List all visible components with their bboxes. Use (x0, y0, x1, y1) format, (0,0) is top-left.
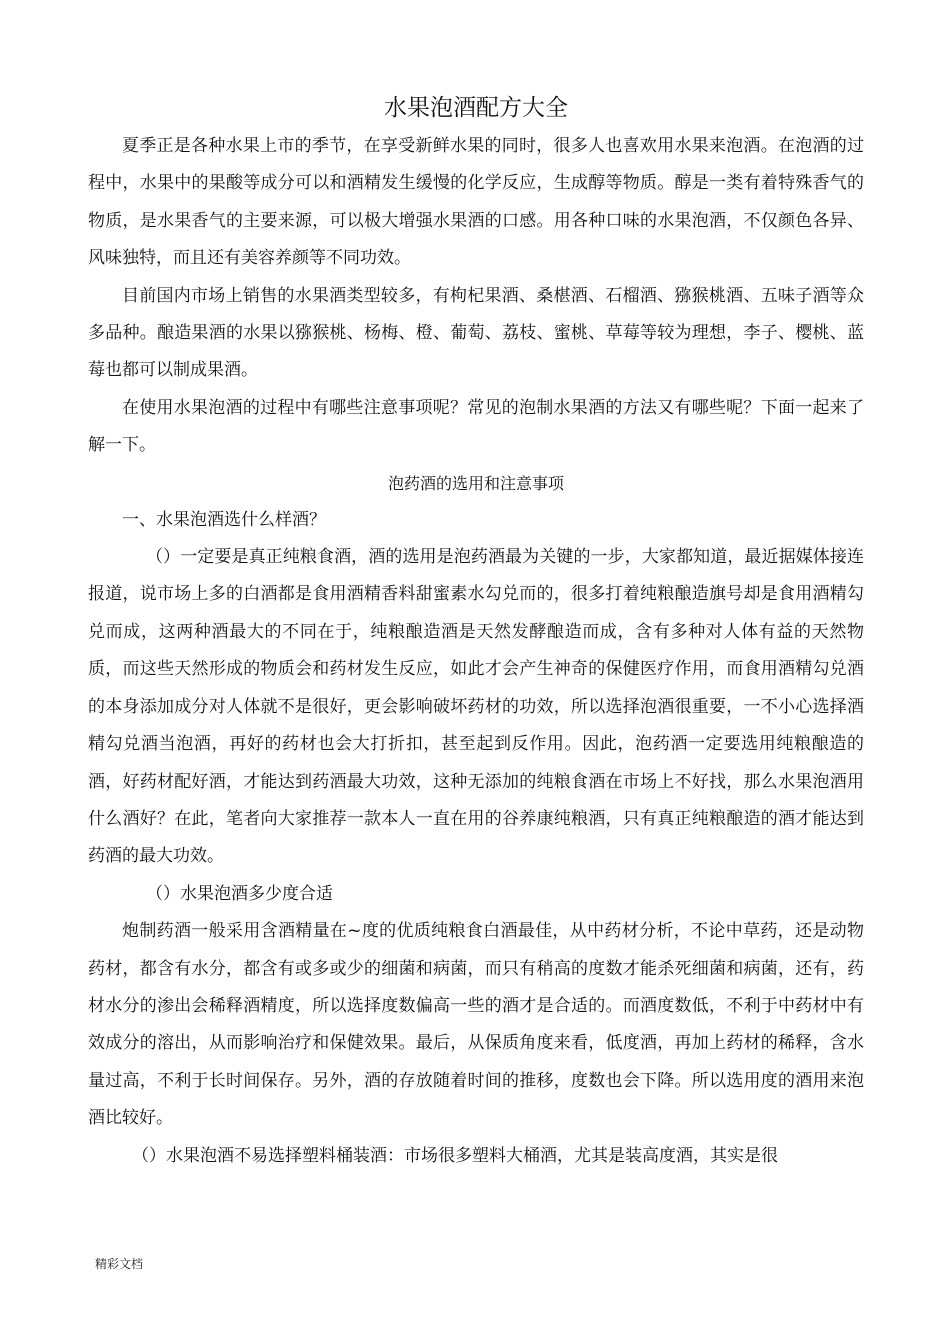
item-2-heading: （）水果泡酒多少度合适 (146, 883, 333, 904)
intro-paragraph-1: 夏季正是各种水果上市的季节，在享受新鲜水果的同时，很多人也喜欢用水果来泡酒。在泡酒的过程中，水果中的果酸等成分可以和酒精发生缓慢的化学反应，生成醇等物质。醇是一类有着特殊香气的物质，是水果香气的主要来源，可以极大增强水果酒的口感。用各种口味的水果泡酒，不仅颜色各异、风味独特，而且还有美容养颜等不同功效。 (88, 136, 864, 269)
footer-label: 精彩文档 (95, 1257, 144, 1271)
item-3-paragraph: （）水果泡酒不易选择塑料桶装酒：市场很多塑料大桶酒，尤其是装高度酒，其实是很 (132, 1145, 778, 1166)
intro-paragraph-2: 目前国内市场上销售的水果酒类型较多，有枸杞果酒、桑椹酒、石榴酒、猕猴桃酒、五味子酒等众多品种。酿造果酒的水果以猕猴桃、杨梅、橙、葡萄、荔枝、蜜桃、草莓等较为理想，李子、樱桃、蓝莓也都可以制成果酒。 (88, 285, 864, 381)
question-1-heading: 一、水果泡酒选什么样酒？ (122, 509, 326, 530)
document-body (88, 90, 864, 1175)
item-2-paragraph: 炮制药酒一般采用含酒精量在~度的优质纯粮食白酒最佳，从中药材分析，不论中草药，还是动物药材，都含有水分，都含有或多或少的细菌和病菌，而只有稍高的度数才能杀死细菌和病菌，还有，药材水分的渗出会稀释酒精度，所以选择度数偏高一些的酒才是合适的。而酒度数低，不利于中药材中有效成分的溶出，从而影响治疗和保健效果。最后，从保质角度来看，低度酒，再加上药材的稀释，含水量过高，不利于长时间保存。另外，酒的存放随着时间的推移，度数也会下降。所以选用度的酒用来泡酒比较好。 (88, 921, 864, 1129)
document-title: 水果泡酒配方大全 (384, 95, 568, 121)
item-1-paragraph: （）一定要是真正纯粮食酒，酒的选用是泡药酒最为关键的一步，大家都知道，最近据媒体接连报道，说市场上多的白酒都是食用酒精香料甜蜜素水勾兑而的，很多打着纯粮酿造旗号却是食用酒精勾兑而成，这两种酒最大的不同在于，纯粮酿造酒是天然发酵酿造而成，含有多种对人体有益的天然物质，而这些天然形成的物质会和药材发生反应，如此才会产生神奇的保健医疗作用，而食用酒精勾兑酒的本身添加成分对人体就不是很好，更会影响破坏药材的功效，所以选择泡酒很重要，一不小心选择酒精勾兑酒当泡酒，再好的药材也会大打折扣，甚至起到反作用。因此，泡药酒一定要选用纯粮酿造的酒，好药材配好酒，才能达到药酒最大功效，这种无添加的纯粮食酒在市场上不好找，那么水果泡酒用什么酒好？在此，笔者向大家推荐一款本人一直在用的谷养康纯粮酒，只有真正纯粮酿造的酒才能达到药酒的最大功效。 (88, 547, 864, 867)
intro-paragraph-3: 在使用水果泡酒的过程中有哪些注意事项呢？常见的泡制水果酒的方法又有哪些呢？下面一起来了解一下。 (88, 397, 864, 456)
section-title: 泡药酒的选用和注意事项 (387, 473, 564, 493)
